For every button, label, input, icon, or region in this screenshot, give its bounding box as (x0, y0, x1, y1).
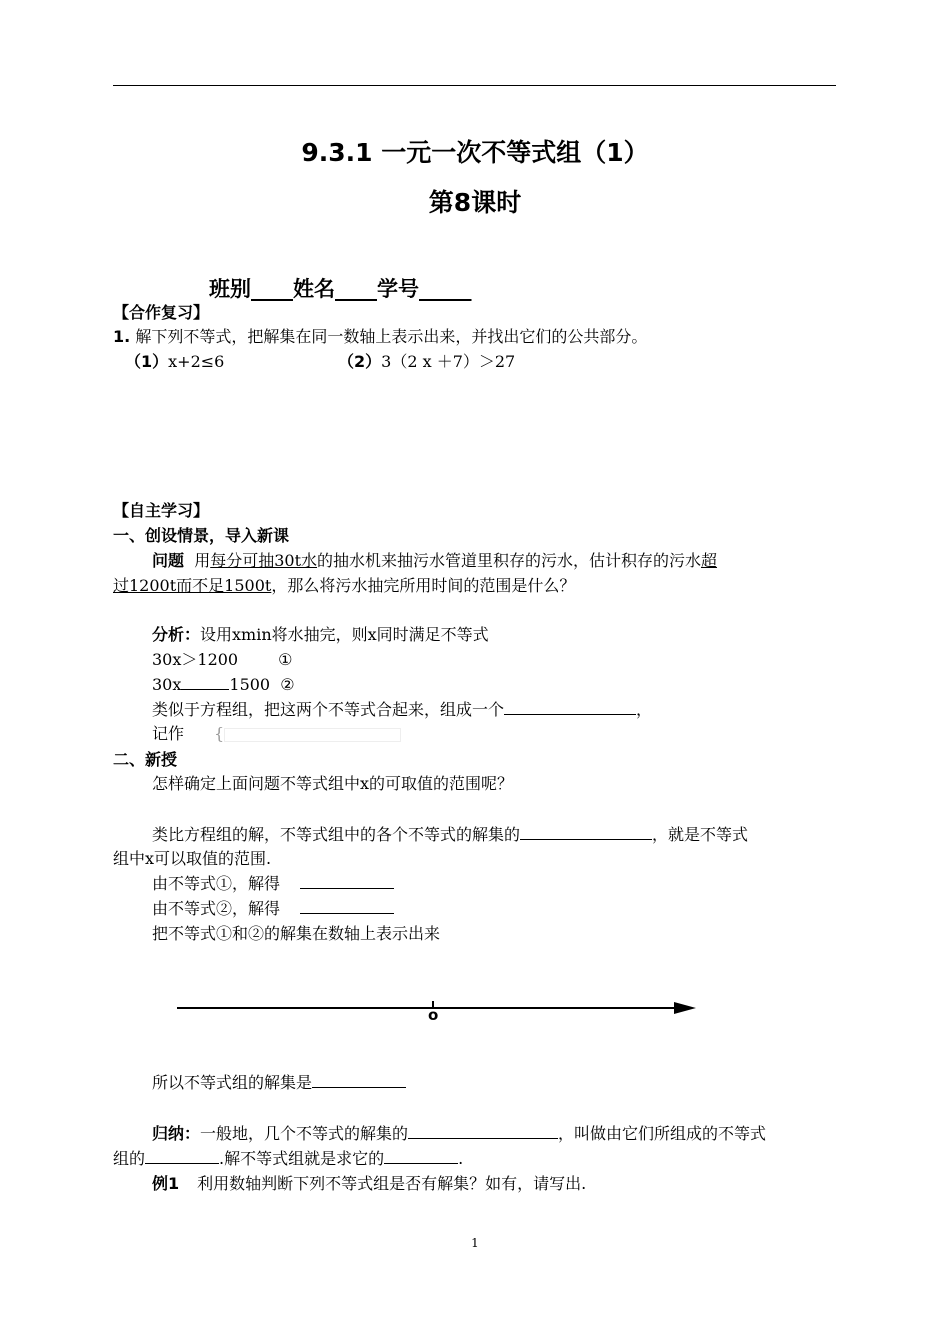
solve-2-blank[interactable] (300, 897, 394, 914)
solve-2-text: 由不等式②，解得 (152, 899, 281, 918)
analog-pre: 类比方程组的解，不等式组中的各个不等式的解集的 (152, 825, 521, 844)
system-box[interactable] (224, 728, 401, 742)
summary-line2-pre: 组的 (113, 1149, 146, 1168)
inequality-1-mark: ① (278, 650, 293, 669)
question-number: 1. (113, 327, 131, 346)
review-heading: 【合作复习】 (113, 303, 210, 322)
analysis-line (152, 623, 489, 647)
problem-pre: 用 (194, 551, 211, 570)
example-text: 利用数轴判断下列不等式组是否有解集？如有，请写出. (197, 1174, 587, 1193)
problem-post: 的抽水机来抽污水管道里积存的污水，估计积存的污水 (317, 551, 702, 570)
summary-line2-end: . (458, 1149, 464, 1168)
inequality-2-mark: ② (280, 675, 295, 694)
combine-blank[interactable] (504, 698, 636, 715)
page-title: 9.3.1 一元一次不等式组（1） (301, 138, 649, 167)
review-q1b (338, 350, 515, 374)
summary-pre: 一般地，几个不等式的解集的 (200, 1124, 409, 1143)
solve-1-text: 由不等式①，解得 (152, 874, 281, 893)
review-q1a (125, 350, 224, 374)
summary-line-2 (113, 1147, 463, 1171)
question-text: 解下列不等式，把解集在同一数轴上表示出来，并找出它们的公共部分。 (135, 327, 648, 346)
section-2-heading: 二、新授 (113, 750, 178, 769)
info-line: 班别____姓名____学号_____ (209, 277, 472, 301)
analog-post: ，就是不等式 (652, 825, 749, 844)
inequality-2 (152, 673, 295, 697)
how-question: 怎样确定上面问题不等式组中x的可取值的范围呢？ (152, 774, 514, 793)
inequality-1-text: 30x＞1200 (152, 650, 239, 669)
q1a-text: x+2≤6 (168, 352, 225, 371)
header-rule (113, 85, 836, 86)
page-subtitle: 第8课时 (428, 188, 522, 217)
combine-end: ， (636, 700, 653, 719)
conclusion-blank[interactable] (312, 1071, 406, 1088)
solve-1-blank[interactable] (300, 872, 394, 889)
problem-underlined-range: 过1200t而不足1500t (113, 576, 272, 595)
review-question-1 (113, 325, 647, 349)
notation-line (152, 722, 401, 746)
analysis-text: 设用xmin将水抽完，则x同时满足不等式 (200, 625, 489, 644)
origin-label: o (428, 1006, 439, 1024)
problem-underlined-2: 超 (701, 551, 718, 570)
problem-line-1 (152, 549, 717, 573)
solve-1-line (152, 872, 394, 896)
summary-line2-mid: .解不等式组就是求它的 (219, 1149, 385, 1168)
problem-label: 问题 (152, 551, 185, 570)
summary-label: 归纳： (152, 1124, 201, 1143)
problem-line-2 (113, 574, 575, 598)
page-number: 1 (471, 1236, 479, 1250)
q1a-label: （1） (125, 352, 169, 371)
problem-underlined-rate: 每分可抽30t水 (210, 551, 317, 570)
inequality-2-rhs: 1500 (229, 675, 271, 694)
inequality-2-lhs: 30x (152, 675, 182, 694)
analog-line-2: 组中x可以取值的范围. (113, 849, 272, 868)
self-study-heading: 【自主学习】 (113, 501, 210, 520)
notation-label: 记作 (152, 724, 185, 743)
analog-blank[interactable] (520, 823, 652, 840)
combine-line (152, 698, 652, 722)
conclusion-line (152, 1071, 406, 1095)
summary-blank-2[interactable] (145, 1147, 219, 1164)
example-1 (152, 1172, 586, 1196)
problem-question: ，那么将污水抽完所用时间的范围是什么？ (271, 576, 576, 595)
q1b-text: 3（2 x ＋7）＞27 (381, 352, 516, 371)
inequality-1 (152, 648, 292, 672)
axis-instruction: 把不等式①和②的解集在数轴上表示出来 (152, 924, 441, 943)
conclusion-text: 所以不等式组的解集是 (152, 1073, 313, 1092)
q1b-label: （2） (338, 352, 382, 371)
number-line-arrow (674, 1002, 696, 1014)
summary-blank-1[interactable] (408, 1122, 558, 1139)
summary-blank-3[interactable] (384, 1147, 458, 1164)
brace-symbol: { (214, 724, 225, 743)
solve-2-line (152, 897, 394, 921)
number-line (177, 1007, 677, 1009)
analysis-label: 分析： (152, 625, 201, 644)
inequality-2-blank[interactable] (181, 673, 229, 690)
combine-text: 类似于方程组，把这两个不等式合起来，组成一个 (152, 700, 505, 719)
example-label: 例1 (152, 1174, 180, 1193)
section-1-heading: 一、创设情景，导入新课 (113, 526, 290, 545)
summary-line-1 (152, 1122, 766, 1146)
analog-line-1 (152, 823, 748, 847)
summary-post: ，叫做由它们所组成的不等式 (558, 1124, 767, 1143)
